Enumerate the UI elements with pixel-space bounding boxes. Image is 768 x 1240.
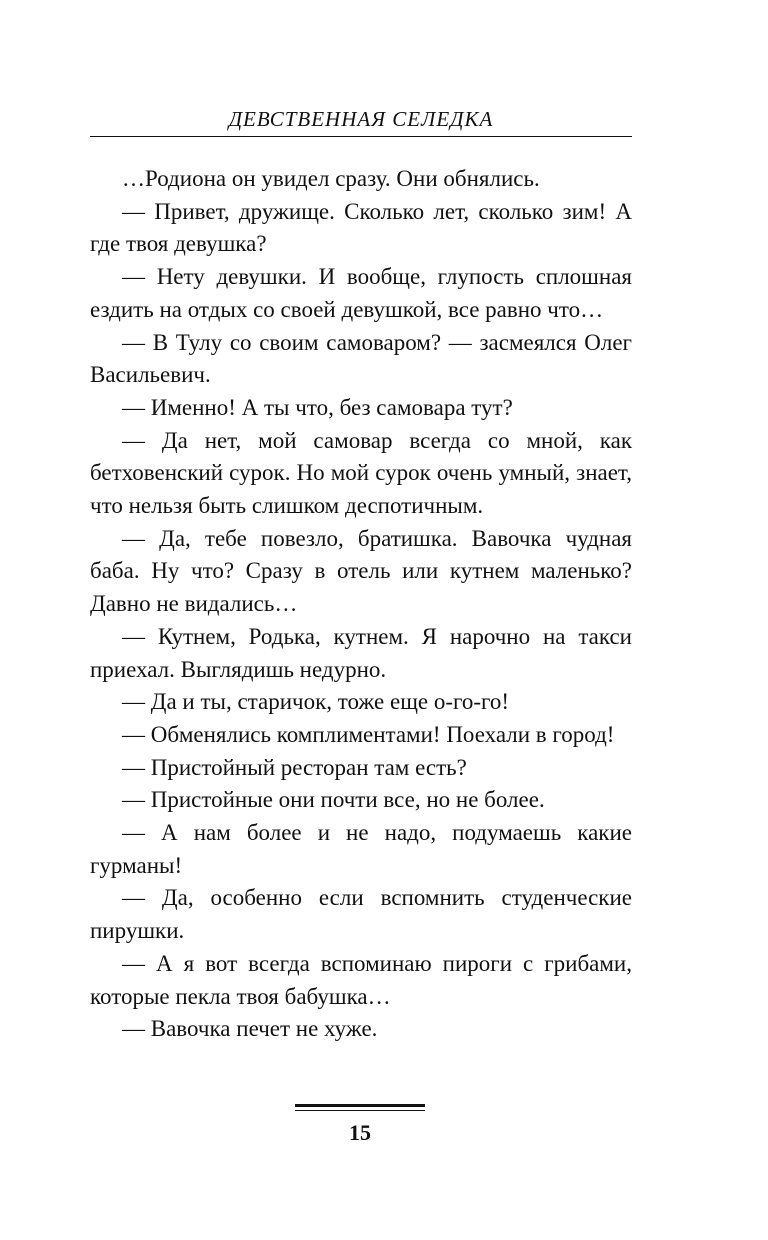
body-text — [90, 163, 632, 1046]
footer-rule-thick — [295, 1104, 425, 1107]
paragraph: — А я вот всегда вспоминаю пироги с грибами, которые пекла твоя бабушка… — [90, 950, 632, 1009]
paragraph: — Нету девушки. И вообще, глупость сплошная ездить на отдых со своей девушкой, все равно что… — [90, 264, 632, 322]
paragraph: — В Тулу со своим самоваром? — засмеялся Олег Васильевич. — [90, 329, 632, 388]
paragraph: …Родиона он увидел сразу. Они обнялись. — [122, 166, 540, 191]
paragraph: — Обменялись комплиментами! Поехали в город! — [122, 721, 615, 747]
paragraph: — Именно! А ты что, без самовара тут? — [122, 394, 513, 420]
paragraph: — Да нет, мой самовар всегда со мной, как бетховенский сурок. Но мой сурок очень умный, знает, что нельзя быть слишком деспотичным. — [90, 427, 632, 519]
paragraph: — Да, особенно если вспомнить студенческие пирушки. — [90, 885, 632, 944]
paragraph: — Вавочка печет не хуже. — [122, 1016, 378, 1042]
page-number: 15 — [349, 1120, 371, 1145]
running-head: ДЕВСТВЕННАЯ СЕЛЕДКА — [228, 107, 494, 131]
paragraph: — Да и ты, старичок, тоже еще о-го-го! — [122, 689, 510, 715]
header-rule — [90, 136, 632, 137]
paragraph: — Пристойный ресторан там есть? — [122, 754, 467, 780]
paragraph: — Пристойные они почти все, но не более. — [122, 787, 545, 813]
footer-rule-thin — [295, 1110, 425, 1111]
paragraph: — Да, тебе повезло, братишка. Вавочка чудная баба. Ну что? Сразу в отель или кутнем маленько? Давно не видались… — [90, 525, 632, 617]
paragraph: — А нам более и не надо, подумаешь какие гурманы! — [90, 820, 632, 878]
paragraph: — Привет, дружище. Сколько лет, сколько зим! А где твоя девушка? — [90, 198, 632, 257]
paragraph: — Кутнем, Родька, кутнем. Я нарочно на такси приехал. Выглядишь недурно. — [90, 623, 632, 682]
